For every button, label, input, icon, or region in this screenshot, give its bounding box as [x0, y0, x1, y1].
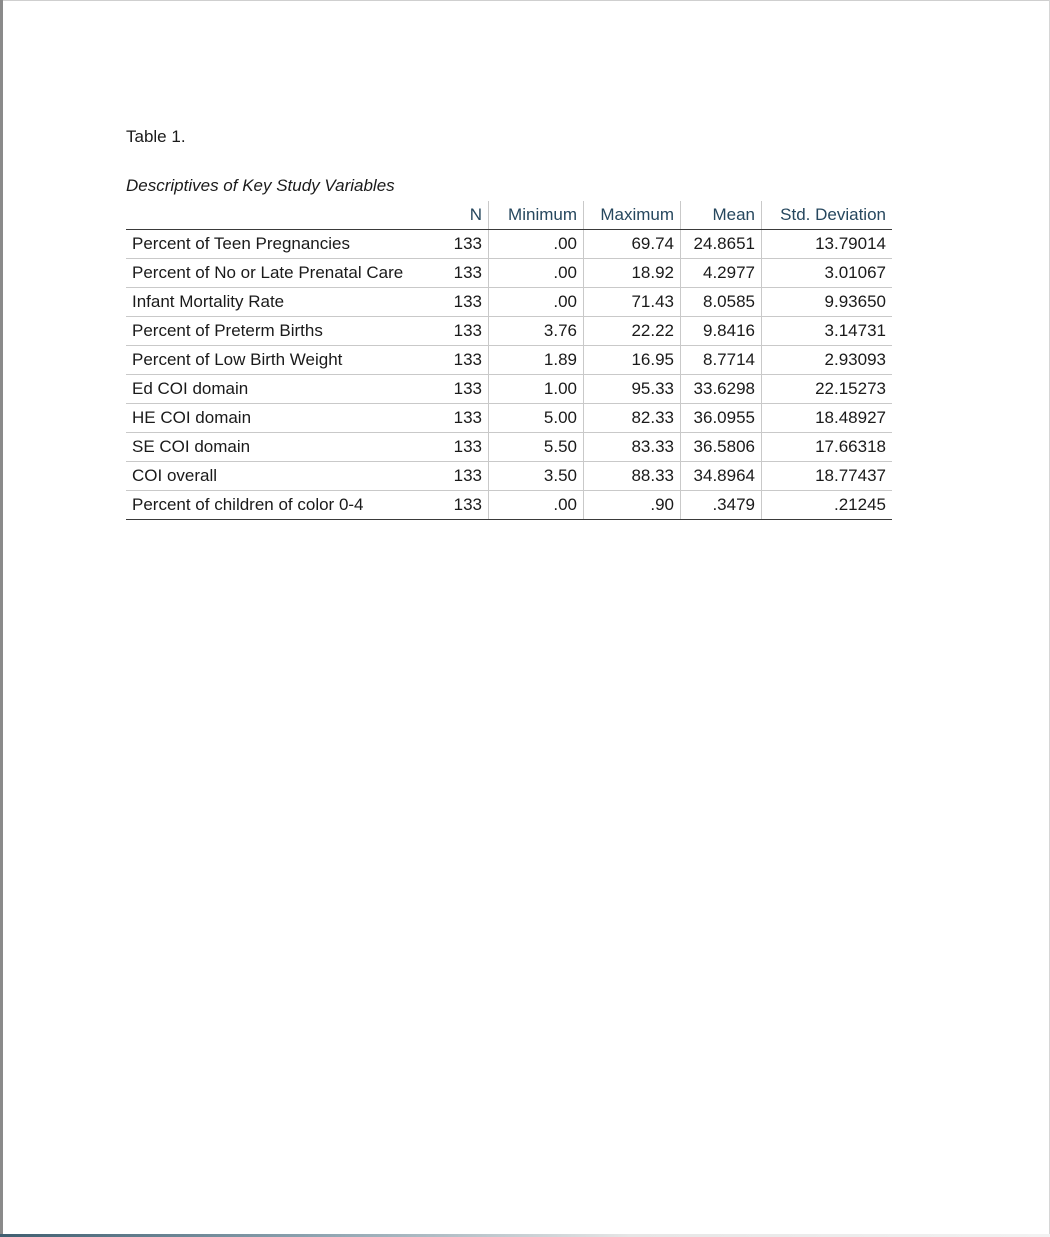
table-row: [126, 259, 892, 288]
cell-maximum: 88.33: [584, 462, 681, 491]
row-label: Percent of No or Late Prenatal Care: [126, 259, 438, 288]
row-label: Percent of children of color 0-4: [126, 491, 438, 520]
cell-maximum: 69.74: [584, 230, 681, 259]
row-label: Percent of Preterm Births: [126, 317, 438, 346]
table-row: [126, 404, 892, 433]
row-label: Ed COI domain: [126, 375, 438, 404]
row-label: Percent of Low Birth Weight: [126, 346, 438, 375]
cell-mean: 8.0585: [681, 288, 762, 317]
row-label: COI overall: [126, 462, 438, 491]
cell-mean: 8.7714: [681, 346, 762, 375]
cell-maximum: 22.22: [584, 317, 681, 346]
cell-mean: 34.8964: [681, 462, 762, 491]
page-edge-top: [0, 0, 1050, 1]
cell-std-deviation: 17.66318: [762, 433, 893, 462]
table-row: [126, 462, 892, 491]
header-n: N: [438, 201, 489, 230]
cell-minimum: 5.50: [489, 433, 584, 462]
cell-std-deviation: 13.79014: [762, 230, 893, 259]
cell-maximum: 83.33: [584, 433, 681, 462]
cell-minimum: .00: [489, 259, 584, 288]
table-row: [126, 317, 892, 346]
row-label: Infant Mortality Rate: [126, 288, 438, 317]
row-label: Percent of Teen Pregnancies: [126, 230, 438, 259]
cell-std-deviation: 3.01067: [762, 259, 893, 288]
cell-maximum: 18.92: [584, 259, 681, 288]
table-row: [126, 491, 892, 520]
cell-n: 133: [438, 230, 489, 259]
cell-std-deviation: 18.77437: [762, 462, 893, 491]
cell-std-deviation: 18.48927: [762, 404, 893, 433]
header-minimum: Minimum: [489, 201, 584, 230]
cell-minimum: 5.00: [489, 404, 584, 433]
page-edge-left: [0, 0, 3, 1237]
row-label: HE COI domain: [126, 404, 438, 433]
cell-n: 133: [438, 433, 489, 462]
cell-n: 133: [438, 491, 489, 520]
cell-minimum: .00: [489, 230, 584, 259]
header-maximum: Maximum: [584, 201, 681, 230]
table-row: [126, 230, 892, 259]
cell-mean: 33.6298: [681, 375, 762, 404]
cell-n: 133: [438, 288, 489, 317]
cell-minimum: .00: [489, 288, 584, 317]
cell-mean: 24.8651: [681, 230, 762, 259]
cell-minimum: 3.50: [489, 462, 584, 491]
row-label: SE COI domain: [126, 433, 438, 462]
cell-maximum: .90: [584, 491, 681, 520]
cell-n: 133: [438, 317, 489, 346]
cell-minimum: .00: [489, 491, 584, 520]
header-label: [126, 201, 438, 230]
cell-n: 133: [438, 346, 489, 375]
cell-mean: 9.8416: [681, 317, 762, 346]
table-subtitle: Descriptives of Key Study Variables: [126, 176, 395, 195]
cell-maximum: 16.95: [584, 346, 681, 375]
cell-mean: .3479: [681, 491, 762, 520]
descriptives-table: [126, 201, 892, 520]
cell-std-deviation: 2.93093: [762, 346, 893, 375]
cell-std-deviation: 22.15273: [762, 375, 893, 404]
cell-n: 133: [438, 259, 489, 288]
header-std-deviation: Std. Deviation: [762, 201, 893, 230]
table-row: [126, 288, 892, 317]
cell-minimum: 1.89: [489, 346, 584, 375]
table-row: [126, 433, 892, 462]
cell-mean: 36.0955: [681, 404, 762, 433]
table-header-row: [126, 201, 892, 230]
cell-n: 133: [438, 462, 489, 491]
cell-mean: 36.5806: [681, 433, 762, 462]
table-row: [126, 346, 892, 375]
cell-minimum: 3.76: [489, 317, 584, 346]
table-row: [126, 375, 892, 404]
cell-std-deviation: 9.93650: [762, 288, 893, 317]
cell-maximum: 82.33: [584, 404, 681, 433]
cell-n: 133: [438, 375, 489, 404]
cell-maximum: 95.33: [584, 375, 681, 404]
cell-std-deviation: 3.14731: [762, 317, 893, 346]
cell-maximum: 71.43: [584, 288, 681, 317]
cell-std-deviation: .21245: [762, 491, 893, 520]
cell-n: 133: [438, 404, 489, 433]
cell-minimum: 1.00: [489, 375, 584, 404]
cell-mean: 4.2977: [681, 259, 762, 288]
header-mean: Mean: [681, 201, 762, 230]
table-caption: Table 1.: [126, 127, 186, 146]
